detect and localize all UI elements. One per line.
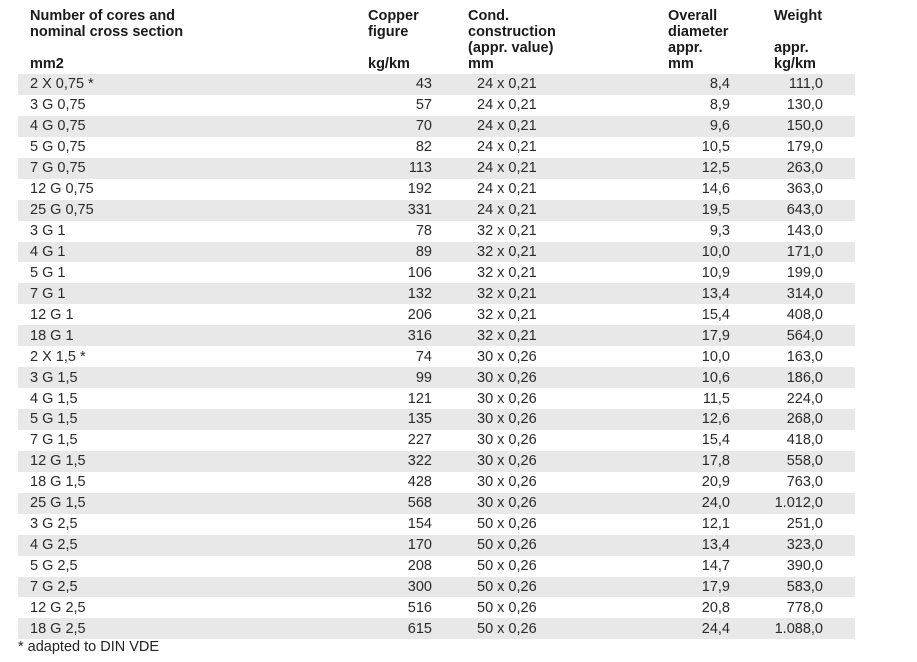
cell-cores-section: 4 G 1	[18, 242, 356, 263]
cell-cores-section: 4 G 0,75	[18, 116, 356, 137]
footnote: * adapted to DIN VDE	[18, 639, 160, 655]
cell-weight: 558,0	[762, 451, 855, 472]
cell-conductor-construction: 24 x 0,21	[456, 200, 656, 221]
cell-conductor-construction: 24 x 0,21	[456, 74, 656, 95]
cell-weight: 179,0	[762, 137, 855, 158]
table-row	[18, 577, 855, 598]
cell-cores-section: 7 G 0,75	[18, 158, 356, 179]
cell-weight: 251,0	[762, 514, 855, 535]
cell-copper-figure: 516	[356, 597, 456, 618]
cell-conductor-construction: 24 x 0,21	[456, 137, 656, 158]
cell-weight: 143,0	[762, 221, 855, 242]
cell-cores-section: 12 G 1	[18, 304, 356, 325]
cell-conductor-construction: 24 x 0,21	[456, 179, 656, 200]
cell-cores-section: 2 X 1,5 *	[18, 346, 356, 367]
cable-data-table-wrapper	[18, 6, 855, 639]
cell-cores-section: 12 G 2,5	[18, 597, 356, 618]
cell-cores-section: 7 G 1	[18, 283, 356, 304]
cell-copper-figure: 121	[356, 388, 456, 409]
cell-weight: 363,0	[762, 179, 855, 200]
header-cores-section: Number of cores and nominal cross section mm2	[30, 8, 184, 72]
cell-overall-diameter: 20,9	[656, 472, 762, 493]
cell-conductor-construction: 32 x 0,21	[456, 325, 656, 346]
cell-weight: 390,0	[762, 556, 855, 577]
cell-cores-section: 5 G 1,5	[18, 409, 356, 430]
cell-conductor-construction: 30 x 0,26	[456, 346, 656, 367]
table-row	[18, 367, 855, 388]
header-weight: Weight appr. kg/km	[774, 8, 823, 72]
cell-overall-diameter: 11,5	[656, 388, 762, 409]
cell-cores-section: 5 G 1	[18, 262, 356, 283]
table-row	[18, 409, 855, 430]
cell-weight: 186,0	[762, 367, 855, 388]
cell-copper-figure: 322	[356, 451, 456, 472]
table-row	[18, 283, 855, 304]
cell-conductor-construction: 50 x 0,26	[456, 618, 656, 639]
cell-overall-diameter: 8,9	[656, 95, 762, 116]
cell-weight: 643,0	[762, 200, 855, 221]
cell-overall-diameter: 9,3	[656, 221, 762, 242]
cell-cores-section: 25 G 0,75	[18, 200, 356, 221]
cell-overall-diameter: 15,4	[656, 304, 762, 325]
cell-weight: 323,0	[762, 535, 855, 556]
cell-cores-section: 12 G 0,75	[18, 179, 356, 200]
cell-overall-diameter: 10,5	[656, 137, 762, 158]
cell-copper-figure: 615	[356, 618, 456, 639]
table-row	[18, 179, 855, 200]
cell-weight: 150,0	[762, 116, 855, 137]
table-row	[18, 451, 855, 472]
cell-overall-diameter: 9,6	[656, 116, 762, 137]
cell-overall-diameter: 20,8	[656, 597, 762, 618]
cell-copper-figure: 206	[356, 304, 456, 325]
cell-copper-figure: 568	[356, 493, 456, 514]
cell-weight: 1.012,0	[762, 493, 855, 514]
table-row	[18, 346, 855, 367]
cell-cores-section: 5 G 2,5	[18, 556, 356, 577]
cell-conductor-construction: 32 x 0,21	[456, 242, 656, 263]
cell-cores-section: 3 G 1,5	[18, 367, 356, 388]
table-row	[18, 388, 855, 409]
table-row	[18, 137, 855, 158]
cell-cores-section: 3 G 2,5	[18, 514, 356, 535]
cell-copper-figure: 428	[356, 472, 456, 493]
cell-conductor-construction: 30 x 0,26	[456, 388, 656, 409]
cell-cores-section: 18 G 1,5	[18, 472, 356, 493]
header-conductor-construction: Cond. construction (appr. value) mm	[468, 8, 556, 72]
cell-weight: 268,0	[762, 409, 855, 430]
cell-overall-diameter: 12,1	[656, 514, 762, 535]
cell-conductor-construction: 30 x 0,26	[456, 367, 656, 388]
cell-conductor-construction: 30 x 0,26	[456, 472, 656, 493]
cell-copper-figure: 192	[356, 179, 456, 200]
table-row	[18, 95, 855, 116]
cell-copper-figure: 300	[356, 577, 456, 598]
cell-overall-diameter: 17,9	[656, 325, 762, 346]
table-row	[18, 158, 855, 179]
cell-copper-figure: 208	[356, 556, 456, 577]
cell-overall-diameter: 10,0	[656, 242, 762, 263]
cell-weight: 171,0	[762, 242, 855, 263]
cell-copper-figure: 331	[356, 200, 456, 221]
table-row	[18, 618, 855, 639]
cell-overall-diameter: 14,7	[656, 556, 762, 577]
cell-cores-section: 7 G 2,5	[18, 577, 356, 598]
cell-cores-section: 2 X 0,75 *	[18, 74, 356, 95]
table-row	[18, 597, 855, 618]
cell-copper-figure: 78	[356, 221, 456, 242]
cell-copper-figure: 132	[356, 283, 456, 304]
cell-conductor-construction: 32 x 0,21	[456, 283, 656, 304]
cell-weight: 408,0	[762, 304, 855, 325]
cell-conductor-construction: 32 x 0,21	[456, 221, 656, 242]
cell-conductor-construction: 24 x 0,21	[456, 158, 656, 179]
table-row	[18, 493, 855, 514]
table-row	[18, 200, 855, 221]
cell-overall-diameter: 15,4	[656, 430, 762, 451]
cell-copper-figure: 82	[356, 137, 456, 158]
cell-conductor-construction: 30 x 0,26	[456, 451, 656, 472]
table-row	[18, 535, 855, 556]
cell-copper-figure: 135	[356, 409, 456, 430]
cell-overall-diameter: 10,9	[656, 262, 762, 283]
cell-copper-figure: 154	[356, 514, 456, 535]
cable-data-table	[18, 6, 855, 639]
cell-cores-section: 3 G 0,75	[18, 95, 356, 116]
table-row	[18, 116, 855, 137]
table-row	[18, 514, 855, 535]
cell-overall-diameter: 24,0	[656, 493, 762, 514]
cell-copper-figure: 43	[356, 74, 456, 95]
cell-cores-section: 7 G 1,5	[18, 430, 356, 451]
cell-weight: 1.088,0	[762, 618, 855, 639]
cell-copper-figure: 170	[356, 535, 456, 556]
cell-weight: 564,0	[762, 325, 855, 346]
cell-conductor-construction: 50 x 0,26	[456, 556, 656, 577]
cell-cores-section: 18 G 1	[18, 325, 356, 346]
cell-conductor-construction: 30 x 0,26	[456, 430, 656, 451]
cell-weight: 111,0	[762, 74, 855, 95]
cell-overall-diameter: 12,6	[656, 409, 762, 430]
cell-cores-section: 18 G 2,5	[18, 618, 356, 639]
cell-conductor-construction: 24 x 0,21	[456, 116, 656, 137]
cell-copper-figure: 70	[356, 116, 456, 137]
cell-conductor-construction: 30 x 0,26	[456, 493, 656, 514]
cell-weight: 583,0	[762, 577, 855, 598]
cell-conductor-construction: 30 x 0,26	[456, 409, 656, 430]
cell-conductor-construction: 50 x 0,26	[456, 577, 656, 598]
cell-copper-figure: 227	[356, 430, 456, 451]
cell-cores-section: 5 G 0,75	[18, 137, 356, 158]
cell-overall-diameter: 12,5	[656, 158, 762, 179]
cell-copper-figure: 89	[356, 242, 456, 263]
cell-weight: 763,0	[762, 472, 855, 493]
cell-overall-diameter: 8,4	[656, 74, 762, 95]
cell-overall-diameter: 10,0	[656, 346, 762, 367]
cell-overall-diameter: 10,6	[656, 367, 762, 388]
cell-copper-figure: 57	[356, 95, 456, 116]
cell-copper-figure: 99	[356, 367, 456, 388]
cell-copper-figure: 316	[356, 325, 456, 346]
cell-weight: 778,0	[762, 597, 855, 618]
cell-overall-diameter: 14,6	[656, 179, 762, 200]
cell-conductor-construction: 32 x 0,21	[456, 262, 656, 283]
table-row	[18, 472, 855, 493]
cell-copper-figure: 74	[356, 346, 456, 367]
cell-conductor-construction: 50 x 0,26	[456, 535, 656, 556]
header-overall-diameter: Overall diameter appr. mm	[668, 8, 729, 72]
table-row	[18, 325, 855, 346]
cell-copper-figure: 106	[356, 262, 456, 283]
cell-cores-section: 25 G 1,5	[18, 493, 356, 514]
cell-cores-section: 3 G 1	[18, 221, 356, 242]
table-row	[18, 304, 855, 325]
cell-overall-diameter: 17,9	[656, 577, 762, 598]
cell-conductor-construction: 32 x 0,21	[456, 304, 656, 325]
cell-overall-diameter: 17,8	[656, 451, 762, 472]
cell-conductor-construction: 50 x 0,26	[456, 597, 656, 618]
cell-overall-diameter: 19,5	[656, 200, 762, 221]
cell-weight: 199,0	[762, 262, 855, 283]
table-row	[18, 242, 855, 263]
cell-overall-diameter: 24,4	[656, 618, 762, 639]
cell-overall-diameter: 13,4	[656, 535, 762, 556]
table-row	[18, 556, 855, 577]
table-row	[18, 74, 855, 95]
cell-weight: 130,0	[762, 95, 855, 116]
table-row	[18, 262, 855, 283]
cell-overall-diameter: 13,4	[656, 283, 762, 304]
cell-conductor-construction: 50 x 0,26	[456, 514, 656, 535]
cell-cores-section: 12 G 1,5	[18, 451, 356, 472]
cell-copper-figure: 113	[356, 158, 456, 179]
cell-weight: 263,0	[762, 158, 855, 179]
cell-cores-section: 4 G 1,5	[18, 388, 356, 409]
cell-cores-section: 4 G 2,5	[18, 535, 356, 556]
table-header-row	[18, 6, 855, 74]
cell-weight: 314,0	[762, 283, 855, 304]
cell-conductor-construction: 24 x 0,21	[456, 95, 656, 116]
table-row	[18, 221, 855, 242]
table-row	[18, 430, 855, 451]
cell-weight: 163,0	[762, 346, 855, 367]
cell-weight: 418,0	[762, 430, 855, 451]
header-copper-figure: Copper figure kg/km	[368, 8, 419, 72]
table-body	[18, 74, 855, 639]
cell-weight: 224,0	[762, 388, 855, 409]
